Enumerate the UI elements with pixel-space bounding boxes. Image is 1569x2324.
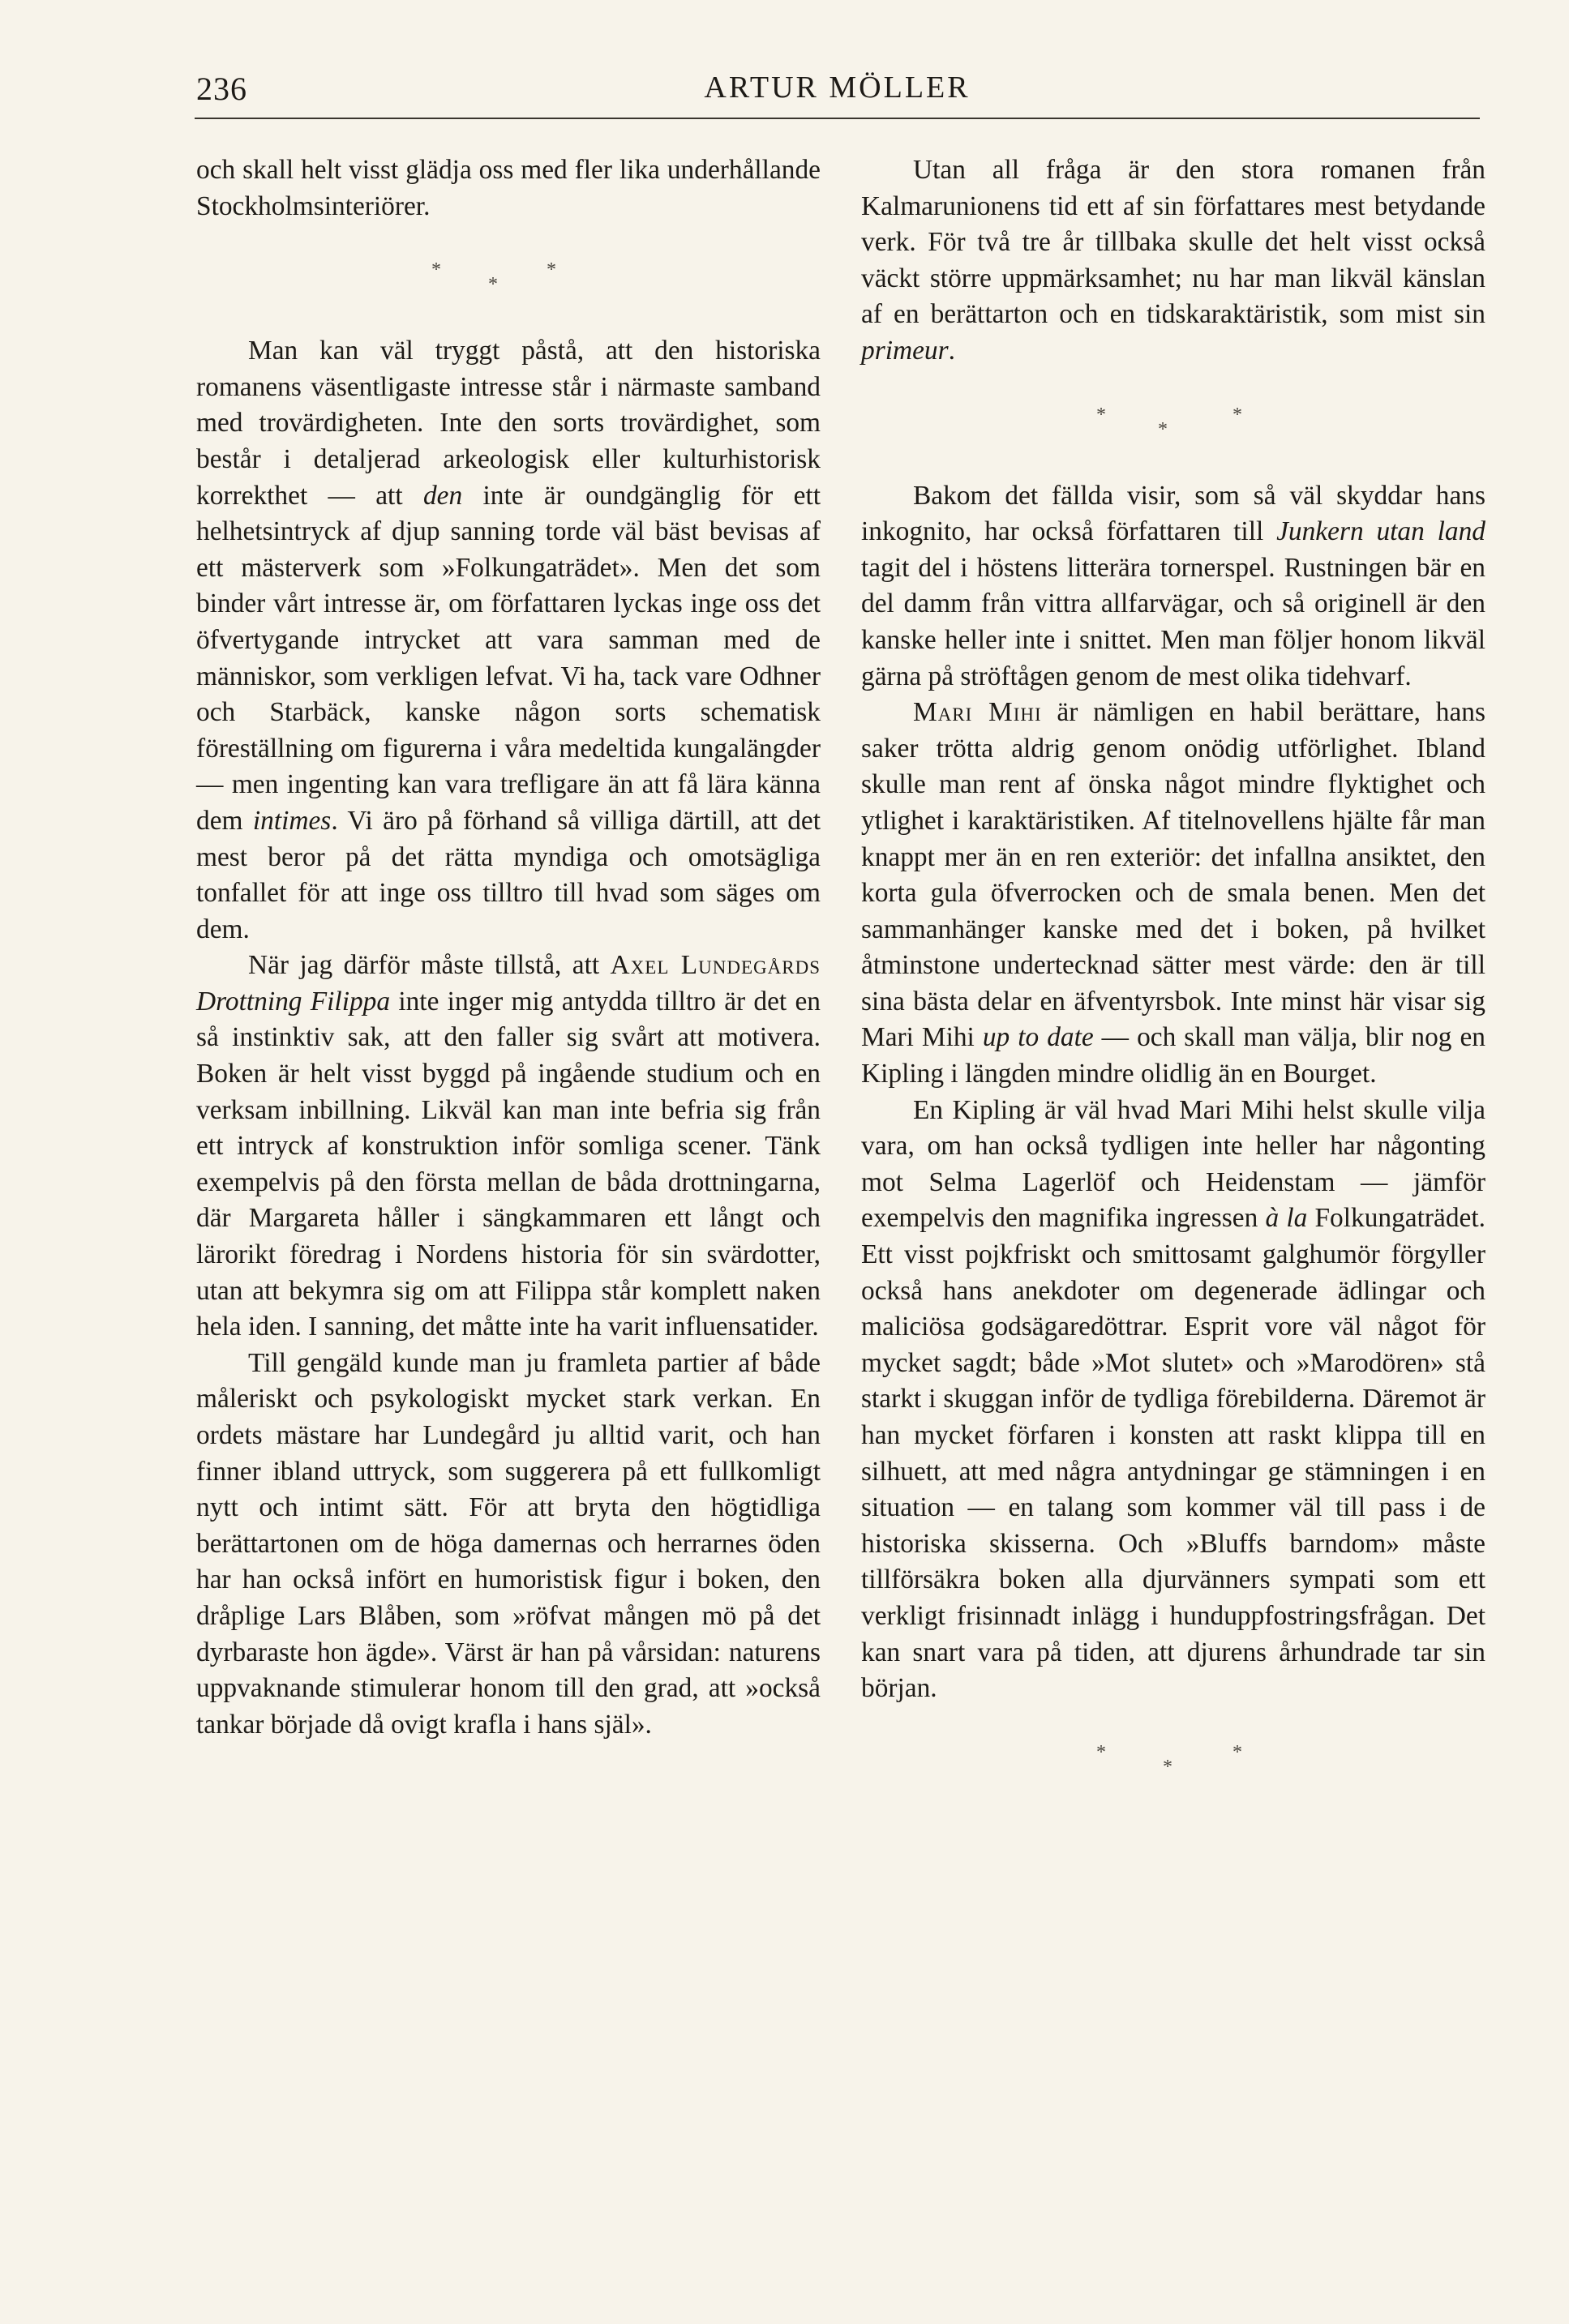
author-name: Axel Lundegårds bbox=[610, 950, 821, 981]
asterism-star: * bbox=[1096, 404, 1106, 426]
book-title: Drottning Filippa bbox=[196, 986, 391, 1016]
asterism-star: * bbox=[1232, 1741, 1242, 1763]
italic-text: up to date bbox=[982, 1022, 1094, 1053]
paragraph: Till gengäld kunde man ju framleta partier af både måleriskt och psykologiskt mycket stark verkan. En ordets mästare har Lundegård ju alltid varit, och han finner ibland uttryck, som suggerera på ett fullkomligt nytt och intimt sätt. För att bryta den högtidliga berättartonen om de höga damernas och herrarnes öden har han också infört en humoristisk figur i boken, den dråplige Lars Blåben, som »röfvat mången mö på det dyrbaraste hon ägde». Värst är han på vårsidan: naturens uppvaknande stimulerar honom till den grad, att »också tankar började då ovigt krafla i hans själ». bbox=[196, 1347, 821, 1740]
asterism-star: * bbox=[488, 274, 498, 296]
text-run: Folkungaträdet. Ett visst pojkfriskt och smittosamt galghumör förgyller också hans anekdoter om degenerade ädlingar och maliciösa godsägaredöttrar. Esprit vore väl något för mycket sagdt; både »Mot slutet» och »Marodören» stå starkt i skuggan inför de tydliga förebilderna. Däremot är han mycket förfaren i konsten att raskt klippa till en silhuett, att med några antydningar ge stämningen i en situation — en talang som kommer väl till pass i de historiska skisserna. Och »Bluffs barndom» måste tillförsäkra boken alla djurvänners sympati som ett verkligt frisinnadt inlägg i hunduppfostringsfrågan. Det kan snart vara på tiden, att djurens århundrade tar sin början. bbox=[861, 1203, 1485, 1704]
asterism-star: * bbox=[1163, 1756, 1172, 1778]
right-column bbox=[861, 152, 1485, 1816]
text-run: Man kan väl tryggt påstå, att den historiska romanens väsentligaste intresse står i närmaste samband med trovärdigheten. Inte den sorts trovärdighet, som består i detaljerad arkeologisk eller kulturhistorisk korrekthet — att bbox=[196, 336, 821, 511]
paragraph bbox=[861, 1093, 1485, 1707]
text-run: . Vi äro på förhand så villiga därtill, att det mest beror på det rätta myndiga och omotsägliga tonfallet för att inge oss tilltro till hvad som säges om dem. bbox=[196, 805, 821, 944]
left-column bbox=[196, 152, 821, 1743]
running-head: ARTUR MÖLLER bbox=[704, 71, 971, 105]
text-run: Bakom det fällda visir, som så väl skyddar hans inkognito, har också författaren till bbox=[861, 480, 1485, 547]
asterism-star: * bbox=[1158, 418, 1168, 440]
text-run: Utan all fråga är den stora romanen från Kalmarunionens tid ett af sin författares mest betydande verk. För två tre år tillbaka skulle det helt visst också väckt större uppmärksamhet; nu har man likväl känslan af en berättarton och en tidskaraktäristik, som mist sin bbox=[861, 155, 1485, 330]
section-separator bbox=[196, 225, 821, 333]
text-run: tagit del i höstens litterära tornerspel. Rustningen bär en del damm från vittra allfarvägar, och så originell är den kanske heller inte i snittet. Men man följer honom likväl gärna på ströftågen genom de mest olika tidehvarf. bbox=[861, 552, 1485, 691]
section-separator bbox=[861, 1707, 1485, 1816]
text-run: inte är oundgänglig för ett helhetsintryck af djup sanning torde väl bäst bevisas af ett mästerverk som »Folkungaträdet». Men det som binder vårt intresse är, om författaren lyckas inge oss det öfvertygande intrycket att vara samman med de människor, som verkligen lefvat. Vi ha, tack vare Odhner och Starbäck, kanske någon sorts schematisk föreställning om figurerna i våra medeltida kungalängder — men ingenting kan vara trefligare än att få lära känna dem bbox=[196, 480, 821, 836]
italic-text: intimes bbox=[252, 805, 332, 836]
book-title: Junkern utan land bbox=[1276, 516, 1485, 547]
text-run: När jag därför måste tillstå, att bbox=[248, 950, 611, 981]
page-number: 236 bbox=[196, 71, 247, 107]
page-header bbox=[195, 70, 1480, 120]
section-separator bbox=[861, 370, 1485, 478]
italic-text: primeur bbox=[861, 335, 949, 366]
text-run: En Kipling är väl hvad Mari Mihi helst skulle vilja vara, om han också tydligen inte heller har någonting mot Selma Lagerlöf och Heidenstam — jämför exempelvis den magnifika ingressen bbox=[861, 1094, 1485, 1234]
text-run: är nämligen en habil berättare, hans saker trötta aldrig genom onödig utförlighet. Ibland skulle man rent af önska något mindre flyktighet och ytlighet i karaktäristiken. Af titelnovellens hjälte får man knappt mer än en ren exteriör: det infallna ansiktet, den korta gula öfverrocken och de smala benen. Men det sammanhänger kanske med det i boken, på hvilket åtminstone undertecknad sätter mest värde: den är till sina bästa delar en äfventyrsbok. Inte minst här visar sig Mari Mihi bbox=[861, 697, 1485, 1053]
asterism-star: * bbox=[431, 259, 441, 281]
paragraph bbox=[861, 695, 1485, 1093]
asterism-star: * bbox=[1096, 1741, 1106, 1763]
author-name: Mari Mihi bbox=[913, 697, 1042, 728]
italic-text: den bbox=[422, 480, 463, 511]
asterism-star: * bbox=[1232, 404, 1242, 426]
paragraph: och skall helt visst glädja oss med fler lika underhållande Stockholmsinteriörer. bbox=[196, 155, 821, 221]
text-run: inte inger mig antydda tilltro är det en så instinktiv sak, att den faller sig svårt att motivera. Boken är helt visst byggd på ingående studium och en verksam inbillning. Likväl kan man inte befria sig från ett intryck af konstruktion inför somliga scener. Tänk exempelvis på den första mellan de båda drottningarna, där Margareta håller i sängkammaren ett långt och lärorikt föredrag i Nordens historia för sin svärdotter, utan att bekymra sig om att Filippa står komplett naken hela iden. I sanning, det måtte inte ha varit influensatider. bbox=[196, 986, 821, 1342]
text-run: — och skall man välja, blir nog en Kipling i längden mindre olidlig än en Bourget. bbox=[861, 1022, 1485, 1089]
paragraph bbox=[196, 333, 821, 948]
header-rule bbox=[195, 118, 1480, 119]
paragraph bbox=[196, 948, 821, 1346]
italic-text: à la bbox=[1265, 1203, 1308, 1234]
text-run: . bbox=[948, 335, 955, 366]
paragraph bbox=[861, 152, 1485, 370]
asterism-star: * bbox=[547, 259, 556, 281]
paragraph bbox=[861, 478, 1485, 695]
